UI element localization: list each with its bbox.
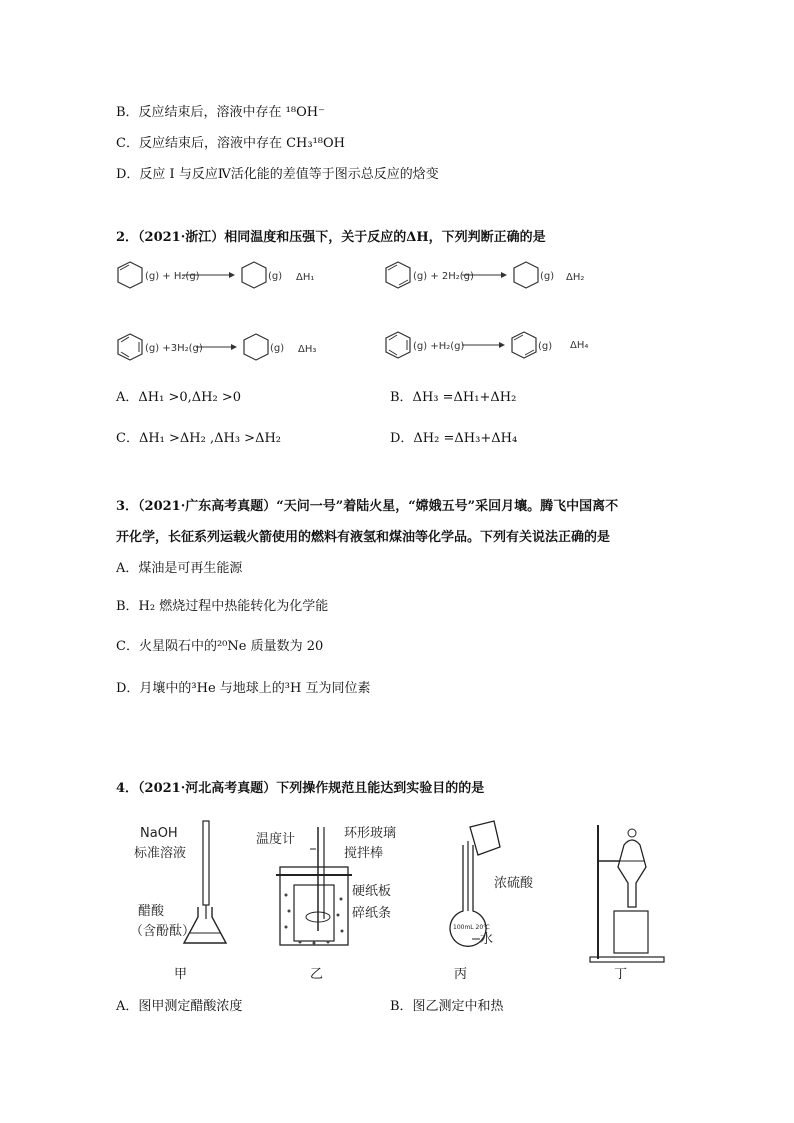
dh4-label: ΔH₄ xyxy=(570,340,589,351)
svg-text:水: 水 xyxy=(480,932,494,947)
reaction-scheme xyxy=(0,256,794,376)
svg-text:(g): (g) xyxy=(270,343,285,354)
benzene-icon xyxy=(386,332,410,358)
r3-reactants: (g) +3H₂(g) xyxy=(145,343,203,354)
inner-beaker-icon xyxy=(294,885,334,941)
svg-text:标准溶液: 标准溶液 xyxy=(134,846,187,861)
cyclohexane-icon xyxy=(244,334,268,360)
burette-icon xyxy=(203,821,209,905)
beaker-icon xyxy=(614,911,648,953)
figure-label-jia: 甲 xyxy=(174,967,188,982)
outer-beaker-icon xyxy=(280,867,348,945)
svg-text:100mL 20℃: 100mL 20℃ xyxy=(453,924,490,931)
cyclohexadiene-icon xyxy=(512,332,536,358)
dh2-label: ΔH₂ xyxy=(566,272,585,283)
svg-text:NaOH: NaOH xyxy=(140,826,178,841)
svg-text:硬纸板: 硬纸板 xyxy=(352,884,392,899)
q3-option-c: C．火星陨石中的²⁰Ne 质量数为 20 xyxy=(116,639,324,654)
svg-text:(g): (g) xyxy=(268,271,283,282)
q2-option-d: D．ΔH₂ =ΔH₃+ΔH₄ xyxy=(390,431,518,446)
question-3-stem-line2: 开化学，长征系列运载火箭使用的燃料有液氢和煤油等化学品。下列有关说法正确的是 xyxy=(116,530,611,545)
svg-text:(g): (g) xyxy=(538,341,553,352)
cyclohexadiene-icon xyxy=(386,262,410,288)
separatory-funnel-icon xyxy=(618,840,646,907)
cyclohexane-icon xyxy=(514,262,538,288)
figure-label-ding: 丁 xyxy=(614,967,628,982)
q2-option-a: A．ΔH₁ >0,ΔH₂ >0 xyxy=(116,390,241,405)
svg-text:温度计: 温度计 xyxy=(256,832,296,847)
svg-text:环形玻璃: 环形玻璃 xyxy=(344,826,397,841)
figure-jia xyxy=(130,821,226,943)
dh1-label: ΔH₁ xyxy=(296,272,315,283)
figure-bing xyxy=(450,821,534,947)
svg-text:醋酸: 醋酸 xyxy=(138,904,165,919)
q2-option-c: C．ΔH₁ >ΔH₂ ,ΔH₃ >ΔH₂ xyxy=(116,431,282,446)
r4-reactants: (g) +H₂(g) xyxy=(413,341,465,352)
q4-option-b: B．图乙测定中和热 xyxy=(390,999,504,1014)
figure-label-bing: 丙 xyxy=(454,967,468,982)
svg-text:浓硫酸: 浓硫酸 xyxy=(494,876,534,891)
q2-option-b: B．ΔH₃ =ΔH₁+ΔH₂ xyxy=(390,390,517,405)
svg-text:碎纸条: 碎纸条 xyxy=(352,906,392,921)
svg-text:(g): (g) xyxy=(540,271,555,282)
reaction-4 xyxy=(386,332,588,358)
r1-reactants: (g) + H₂(g) xyxy=(145,271,200,282)
r2-reactants: (g) + 2H₂(g) xyxy=(413,271,474,282)
figure-label-yi: 乙 xyxy=(310,967,324,982)
q3-option-d: D．月壤中的³He 与地球上的³H 互为同位素 xyxy=(116,681,371,696)
option-c-prev: C．反应结束后，溶液中存在 CH₃¹⁸OH xyxy=(116,136,345,151)
figure-yi xyxy=(256,825,396,945)
q3-option-a: A．煤油是可再生能源 xyxy=(116,561,243,576)
svg-text:（含酚酞）: （含酚酞） xyxy=(130,924,196,939)
q4-option-a: A．图甲测定醋酸浓度 xyxy=(116,999,243,1014)
option-b-prev: B．反应结束后，溶液中存在 ¹⁸OH⁻ xyxy=(116,105,325,120)
dh3-label: ΔH₃ xyxy=(298,344,317,355)
beaker-pouring-icon xyxy=(470,821,500,855)
apparatus-figures xyxy=(0,815,794,985)
cyclohexene-icon xyxy=(118,262,142,288)
question-4-stem: 4．（2021·河北高考真题）下列操作规范且能达到实验目的的是 xyxy=(116,781,485,796)
reaction-3 xyxy=(118,334,316,360)
reaction-1 xyxy=(118,262,314,288)
question-3-stem-line1: 3．（2021·广东高考真题）“天问一号”着陆火星，“嫦娥五号”采回月壤。腾飞中国离不 xyxy=(116,499,619,514)
option-d-prev: D．反应 I 与反应Ⅳ活化能的差值等于图示总反应的焓变 xyxy=(116,167,439,182)
reaction-2 xyxy=(386,262,584,288)
cyclohexane-icon xyxy=(242,262,266,288)
benzene-icon xyxy=(118,334,142,360)
figure-ding xyxy=(590,825,664,962)
q3-option-b: B．H₂ 燃烧过程中热能转化为化学能 xyxy=(116,599,329,614)
question-2-stem: 2．（2021·浙江）相同温度和压强下，关于反应的ΔH，下列判断正确的是 xyxy=(116,230,546,245)
svg-text:搅拌棒: 搅拌棒 xyxy=(344,846,384,861)
